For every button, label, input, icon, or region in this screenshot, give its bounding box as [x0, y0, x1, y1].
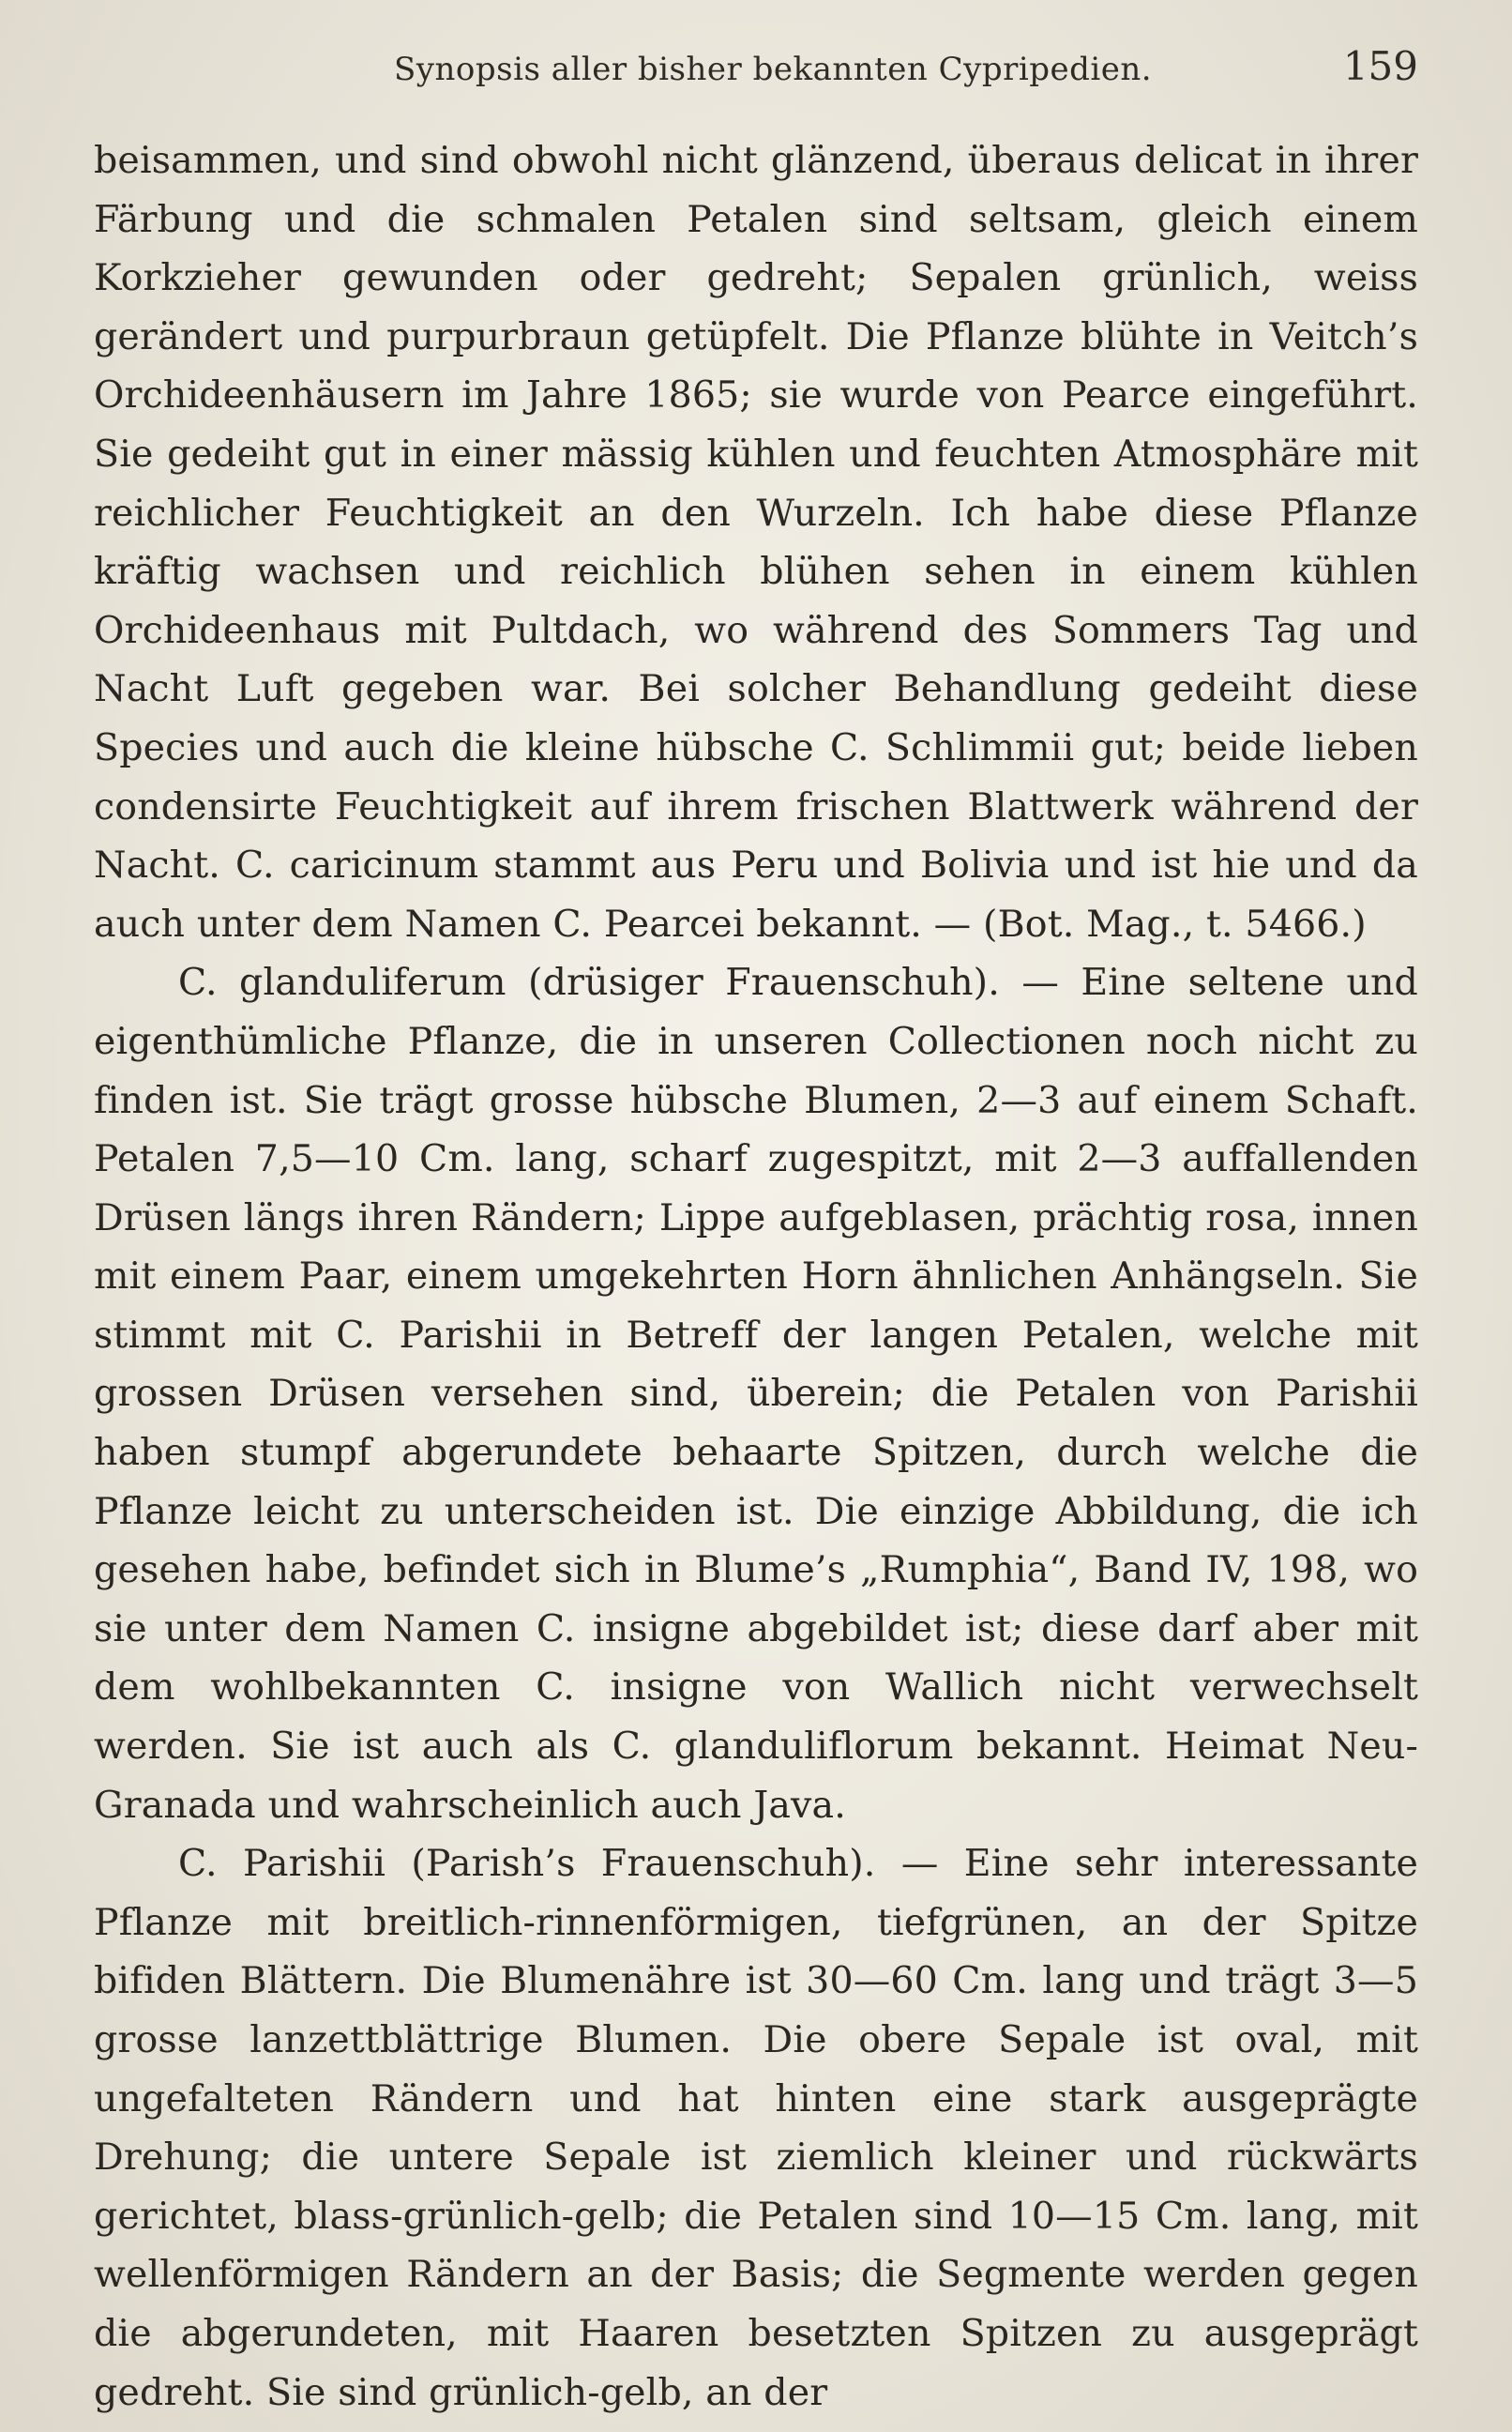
page-number: 159	[1342, 43, 1418, 89]
running-head: Synopsis aller bisher bekannten Cypripedien.	[394, 51, 1153, 88]
paragraph-continuation: beisammen, und sind obwohl nicht glänzend, überaus delicat in ihrer Färbung und die schmalen Petalen sind seltsam, gleich einem Korkzieher gewunden oder gedreht; Sepalen grünlich, weiss gerändert und purpurbraun getüpfelt. Die Pflanze blühte in Veitch’s Orchideenhäusern im Jahre 1865; sie wurde von Pearce eingeführt. Sie gedeiht gut in einer mässig kühlen und feuchten Atmosphäre mit reichlicher Feuchtigkeit an den Wurzeln. Ich habe diese Pflanze kräftig wachsen und reichlich blühen sehen in einem kühlen Orchideenhaus mit Pultdach, wo während des Sommers Tag und Nacht Luft gegeben war. Bei solcher Behandlung gedeiht diese Species und auch die kleine hübsche C. Schlimmii gut; beide lieben condensirte Feuchtigkeit auf ihrem frischen Blattwerk während der Nacht. C. caricinum stammt aus Peru und Bolivia und ist hie und da auch unter dem Namen C. Pearcei bekannt. — (Bot. Mag., t. 5466.)	[94, 139, 1418, 946]
paragraph-glanduliferum: C. glanduliferum (drüsiger Frauenschuh). — Eine seltene und eigenthümliche Pflanze, die in unseren Collectionen noch nicht zu finden ist. Sie trägt grosse hübsche Blumen, 2—3 auf einem Schaft. Petalen 7,5—10 Cm. lang, scharf zugespitzt, mit 2—3 auffallenden Drüsen längs ihren Rändern; Lippe aufgeblasen, prächtig rosa, innen mit einem Paar, einem umgekehrten Horn ähnlichen Anhängseln. Sie stimmt mit C. Parishii in Betreff der langen Petalen, welche mit grossen Drüsen versehen sind, überein; die Petalen von Parishii haben stumpf abgerundete behaarte Spitzen, durch welche die Pflanze leicht zu unterscheiden ist. Die einzige Abbildung, die ich gesehen habe, befindet sich in Blume’s „Rumphia“, Band IV, 198, wo sie unter dem Namen C. insigne abgebildet ist; diese darf aber mit dem wohlbekannten C. insigne von Wallich nicht verwechselt werden. Sie ist auch als C. glanduliflorum bekannt. Heimat Neu-Granada und wahrscheinlich auch Java.	[94, 961, 1418, 1827]
body-text	[94, 131, 1418, 2422]
paragraph-parishii: C. Parishii (Parish’s Frauenschuh). — Eine sehr interessante Pflanze mit breitlich-rinnenförmigen, tiefgrünen, an der Spitze bifiden Blättern. Die Blumenähre ist 30—60 Cm. lang und trägt 3—5 grosse lanzettblättrige Blumen. Die obere Sepale ist oval, mit ungefalteten Rändern und hat hinten eine stark ausgeprägte Drehung; die untere Sepale ist ziemlich kleiner und rückwärts gerichtet, blass-grünlich-gelb; die Petalen sind 10—15 Cm. lang, mit wellenförmigen Rändern an der Basis; die Segmente werden gegen die abgerundeten, mit Haaren besetzten Spitzen zu ausgeprägt gedreht. Sie sind grünlich-gelb, an der	[94, 1842, 1418, 2414]
page-header	[94, 43, 1418, 99]
